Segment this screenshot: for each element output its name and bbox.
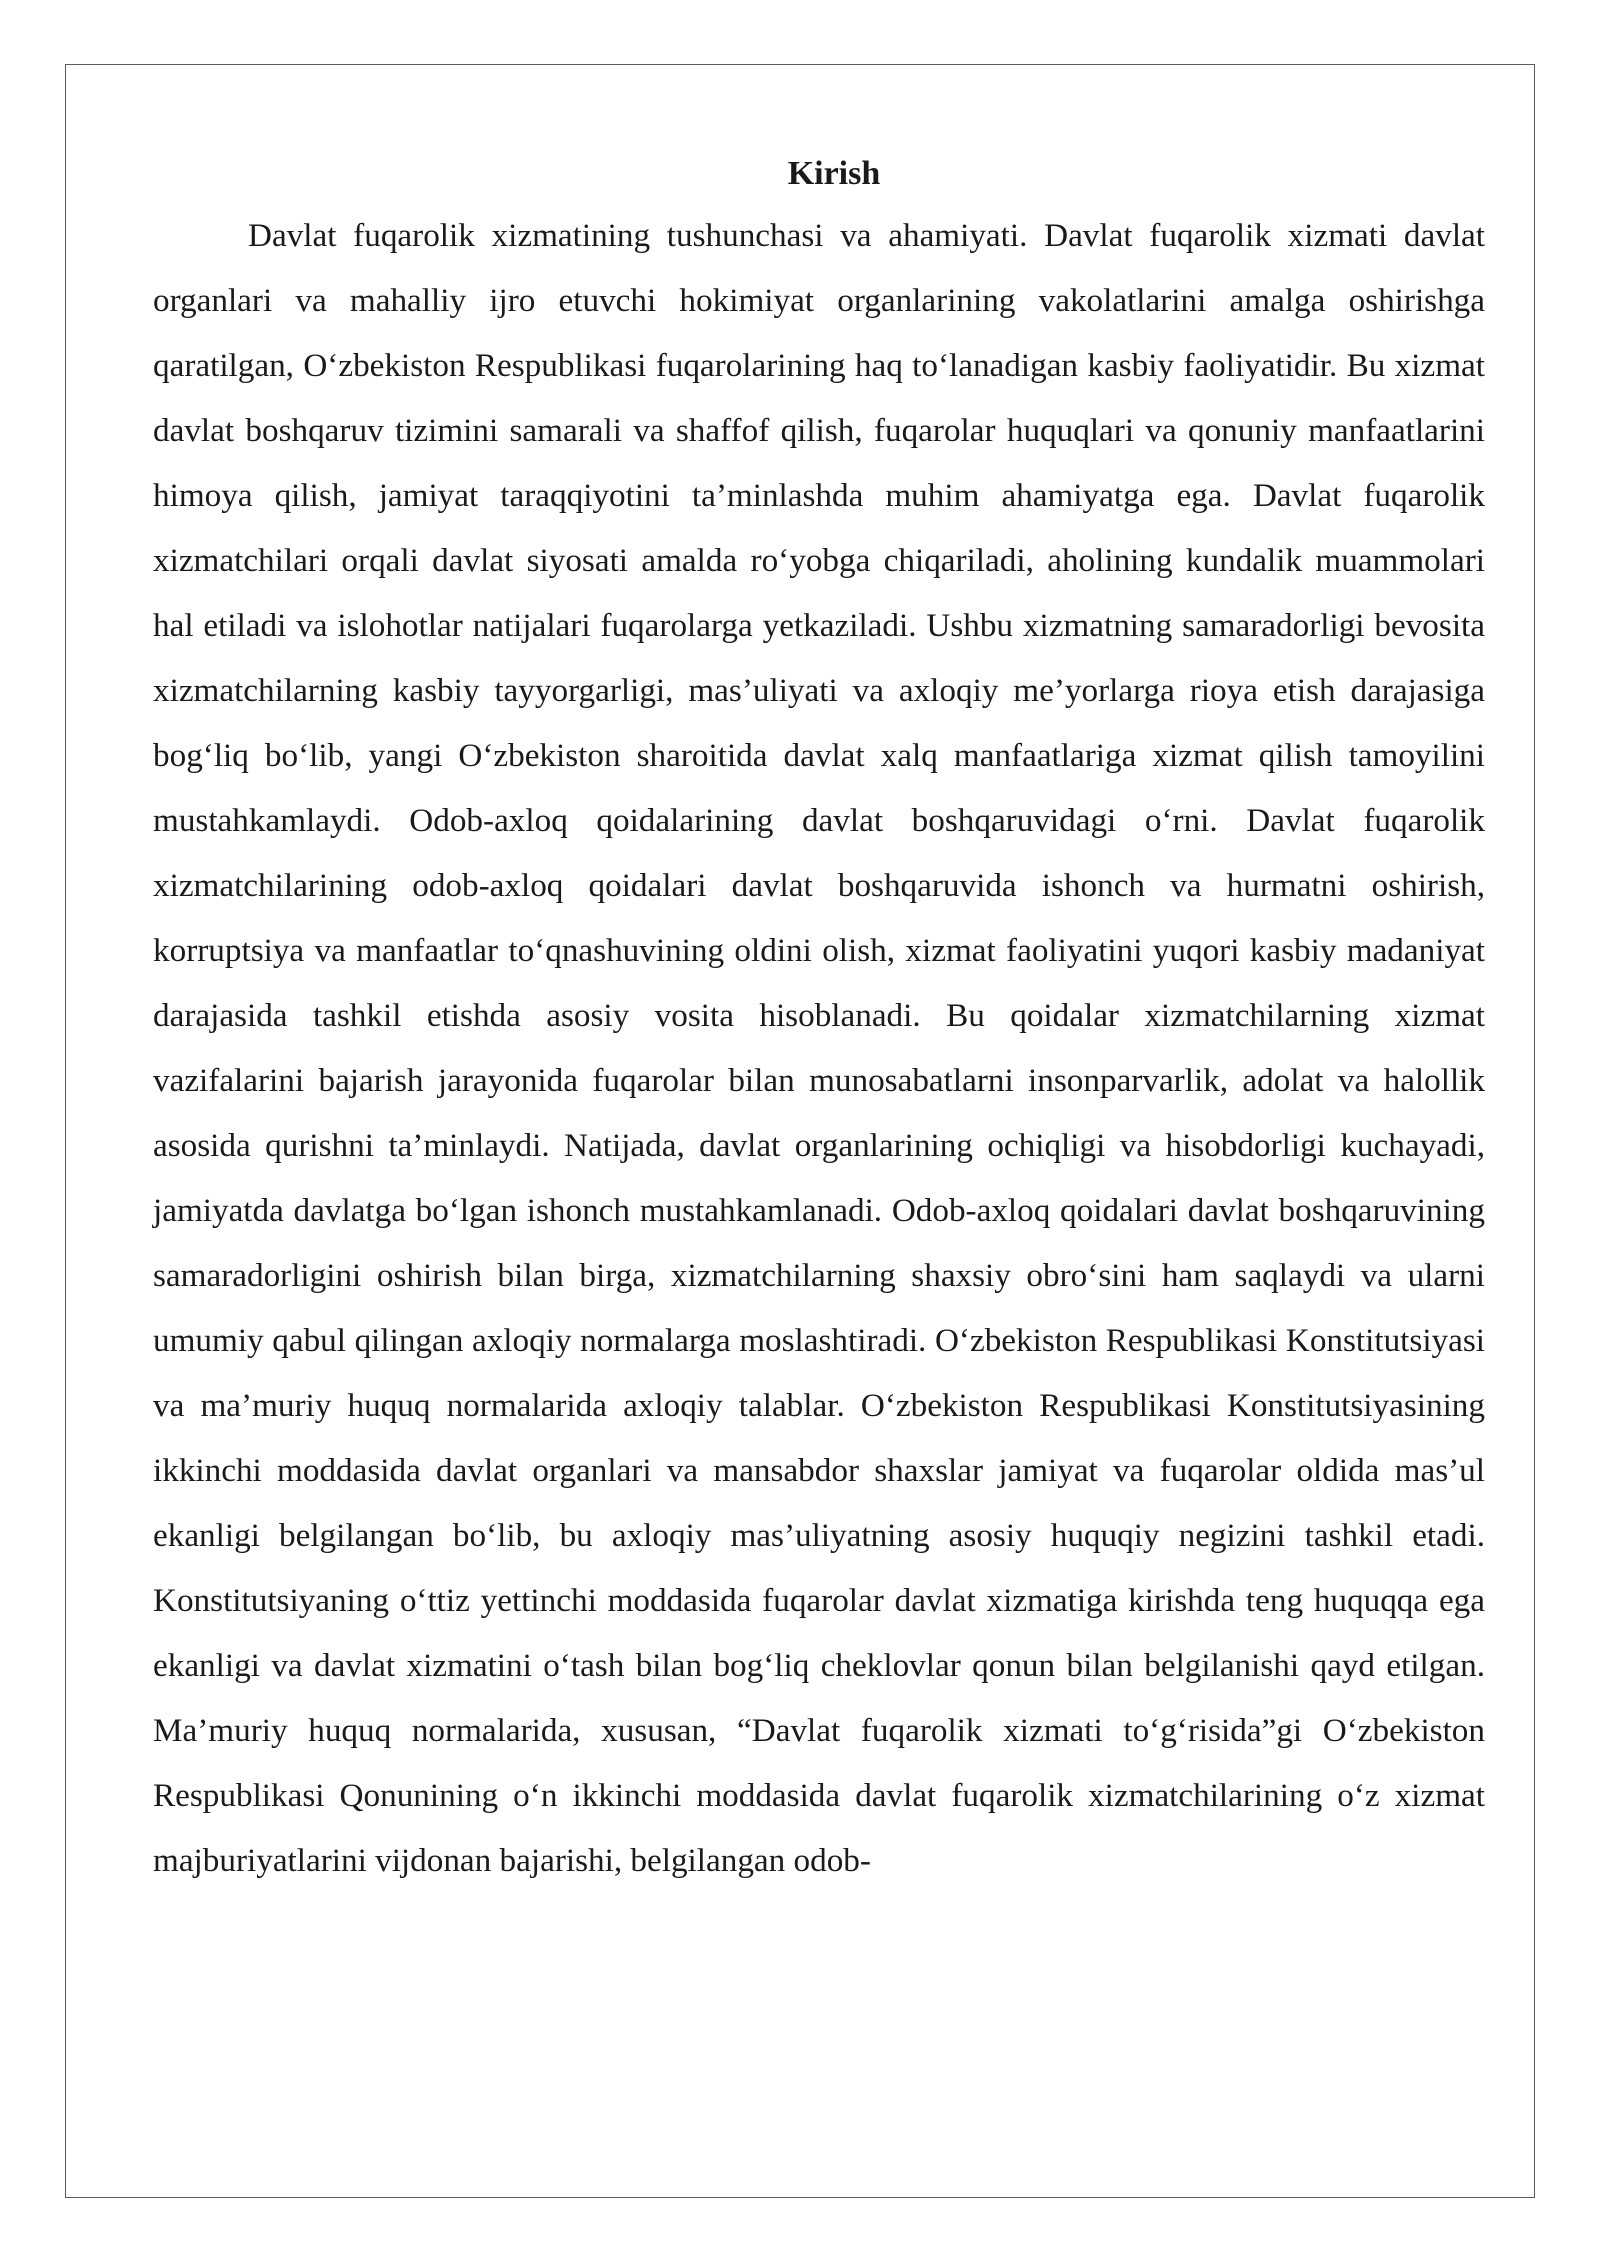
document-paragraph: Davlat fuqarolik xizmatining tushunchasi va ahamiyati. Davlat fuqarolik xizmati davlat organlari va mahalliy ijro etuvchi hokimiyat organlarining vakolatlarini amalga oshirishga qaratilgan, O‘zbekiston Respublikasi fuqarolarining haq to‘lanadigan kasbiy faoliyatidir. Bu xizmat davlat boshqaruv tizimini samarali va shaffof qilish, fuqarolar huquqlari va qonuniy manfaatlarini himoya qilish, jamiyat taraqqiyotini ta’minlashda muhim ahamiyatga ega. Davlat fuqarolik xizmatchilari orqali davlat siyosati amalda ro‘yobga chiqariladi, aholining kundalik muammolari hal etiladi va islohotlar natijalari fuqarolarga yetkaziladi. Ushbu xizmatning samaradorligi bevosita xizmatchilarning kasbiy tayyorgarligi, mas’uliyati va axloqiy me’yorlarga rioya etish darajasiga bog‘liq bo‘lib, yangi O‘zbekiston sharoitida davlat xalq manfaatlariga xizmat qilish tamoyilini mustahkamlaydi. Odob-axloq qoidalarining davlat boshqaruvidagi o‘rni. Davlat fuqarolik xizmatchilarining odob-axloq qoidalari davlat boshqaruvida ishonch va hurmatni oshirish, korruptsiya va manfaatlar to‘qnashuvining oldini olish, xizmat faoliyatini yuqori kasbiy madaniyat darajasida tashkil etishda asosiy vosita hisoblanadi. Bu qoidalar xizmatchilarning xizmat vazifalarini bajarish jarayonida fuqarolar bilan munosabatlarni insonparvarlik, adolat va halollik asosida qurishni ta’minlaydi. Natijada, davlat organlarining ochiqligi va hisobdorligi kuchayadi, jamiyatda davlatga bo‘lgan ishonch mustahkamlanadi. Odob-axloq qoidalari davlat boshqaruvining samaradorligini oshirish bilan birga, xizmatchilarning shaxsiy obro‘sini ham saqlaydi va ularni umumiy qabul qilingan axloqiy normalarga moslashtiradi. O‘zbekiston Respublikasi Konstitutsiyasi va ma’muriy huquq normalarida axloqiy talablar. O‘zbekiston Respublikasi Konstitutsiyasining ikkinchi moddasida davlat organlari va mansabdor shaxslar jamiyat va fuqarolar oldida mas’ul ekanligi belgilangan bo‘lib, bu axloqiy mas’uliyatning asosiy huquqiy negizini tashkil etadi. Konstitutsiyaning o‘ttiz yettinchi moddasida fuqarolar davlat xizmatiga kirishda teng huquqqa ega ekanligi va davlat xizmatini o‘tash bilan bog‘liq cheklovlar qonun bilan belgilanishi qayd etilgan. Ma’muriy huquq normalarida, xususan, “Davlat fuqarolik xizmati to‘g‘risida”gi O‘zbekiston Respublikasi Qonunining o‘n ikkinchi moddasida davlat fuqarolik xizmatchilarining o‘z xizmat majburiyatlarini vijdonan bajarishi, belgilangan odob-	[153, 217, 1485, 1879]
document-body	[153, 145, 1485, 1893]
document-heading: Kirish	[787, 155, 881, 192]
